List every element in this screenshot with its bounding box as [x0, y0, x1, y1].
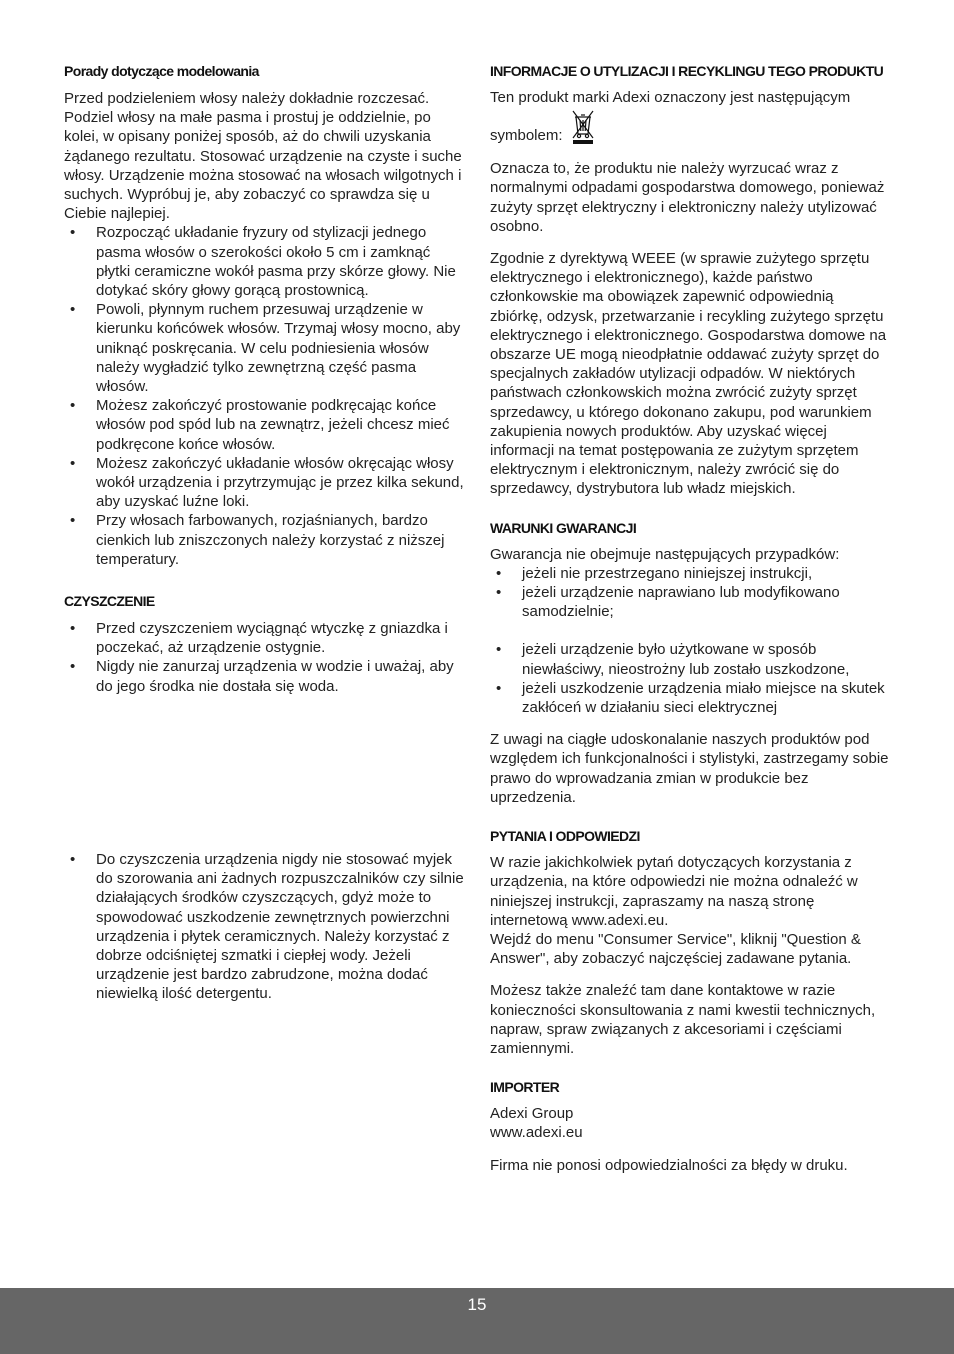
- list-item: • jeżeli urządzenie naprawiano lub modyfikowano samodzielnie;: [490, 583, 890, 621]
- disposal-symbol-line: Ten produkt marki Adexi oznaczony jest następującym: [490, 89, 851, 106]
- left-column: [64, 60, 468, 1004]
- disposal-paragraph: Zgodnie z dyrektywą WEEE (w sprawie zużytego sprzętu elektrycznego i elektronicznego), każde państwo członkowskie ma obowiązek zapewnić odpowiednią zbiórkę, odzysk, przetwarzanie i recykling zużytego sprzętu elektrycznego i elektronicznego. Gospodarstwa domowe na obszarze UE mogą nieodpłatnie oddawać zużyty sprzęt do specjalnych zakładów utylizacji odpadów. W niektórych państwach członkowskich można zwrócić zużyty sprzęt sprzedawcy, u którego dokonano zakupu, pod warunkiem zakupienia nowych produktów. Aby uzyskać więcej informacji na temat postępowania ze zużytym sprzętem elektrycznym i elektronicznym, należy zwrócić się do sprzedawcy, dystrybutora lub władz miejskich.: [490, 250, 887, 498]
- warranty-heading: WARUNKI GWARANCJI: [490, 519, 637, 536]
- importer-heading: IMPORTER: [490, 1079, 560, 1096]
- right-column: [490, 60, 890, 1175]
- list-item: • jeżeli nie przestrzegano niniejszej instrukcji,: [490, 564, 890, 583]
- disposal-heading: INFORMACJE O UTYLIZACJI I RECYKLINGU TEGO PRODUKTU: [490, 63, 884, 79]
- importer-company: Adexi Group: [490, 1105, 574, 1123]
- faq-paragraph: W razie jakichkolwiek pytań dotyczących korzystania z urządzenia, na które odpowiedzi nie można odnaleźć w niniejszej instrukcji, zapraszamy na naszą stronę internetową www.adexi.eu.: [490, 854, 858, 929]
- disposal-symbol-label-row: [490, 107, 890, 145]
- warranty-outro: Z uwagi na ciągłe udoskonalanie naszych produktów pod względem ich funkcjonalności i stylistyki, zastrzegamy sobie prawo do wprowadzania zmian w produkcie bez uprzedzenia.: [490, 731, 889, 806]
- styling-heading: Porady dotyczące modelowania: [64, 63, 259, 79]
- warranty-list: [490, 564, 890, 622]
- list-item: • Do czyszczenia urządzenia nigdy nie stosować myjek do szorowania ani żadnych rozpuszczalników czy silnie działających środków czyszczących, gdyż może to spowodować uszkodzenie zewnętrznych powierzchni urządzenia i płytek ceramicznych. Należy korzystać z dobrze odciśniętej szmatki i ciepłej wody. Jeżeli urządzenie jest bardzo zabrudzone, można dodać niewielką ilość detergentu.: [64, 850, 468, 1004]
- styling-intro: Przed podzieleniem włosy należy dokładnie rozczesać. Podziel włosy na małe pasma i prostuj je oddzielnie, po kolei, w opisany poniżej sposób, aż do chwili uzyskania żądanego rezultatu. Stosować urządzenie na czyste i suche włosy. Urządzenie można stosować na włosach wilgotnych i suchych. Wypróbuj je, aby zobaczyć co sprawdza się u Ciebie najlepiej.: [64, 90, 462, 223]
- faq-paragraph: Możesz także znaleźć tam dane kontaktowe w razie konieczności skonsultowania z nami kwestii technicznych, napraw, spraw związanych z akcesoriami i częściami zamiennymi.: [490, 982, 876, 1057]
- importer-disclaimer: Firma nie ponosi odpowiedzialności za błędy w druku.: [490, 1156, 848, 1174]
- faq-paragraph: Wejdź do menu "Consumer Service", kliknij "Question & Answer", aby zobaczyć najczęściej zadawane pytania.: [490, 930, 861, 968]
- cleaning-list: [64, 619, 468, 696]
- page-number: 15: [467, 1295, 487, 1314]
- list-item: • Przed czyszczeniem wyciągnąć wtyczkę z gniazdka i poczekać, aż urządzenie ostygnie.: [64, 619, 468, 657]
- list-item: • Rozpocząć układanie fryzury od stylizacji jednego pasma włosów o szerokości około 5 cm i zamknąć płytki ceramiczne wokół pasma przy skórze głowy. Nie dotykać skóry głowy gorącą prostownicą.: [64, 223, 468, 300]
- cleaning-heading: CZYSZCZENIE: [64, 593, 155, 610]
- faq-heading: PYTANIA I ODPOWIEDZI: [490, 828, 640, 845]
- styling-list: [64, 223, 468, 569]
- list-item: • Przy włosach farbowanych, rozjaśnianych, bardzo cienkich lub zniszczonych należy korzystać z niższej temperatury.: [64, 511, 468, 569]
- crossed-out-wheelie-bin-icon: [571, 107, 595, 145]
- list-item: • Nigdy nie zanurzaj urządzenia w wodzie i uważaj, aby do jego środka nie dostała się woda.: [64, 657, 468, 695]
- warranty-list-continued: [490, 640, 890, 717]
- disposal-symbol-label: symbolem:: [490, 127, 563, 144]
- list-item: • Możesz zakończyć układanie włosów okręcając włosy wokół urządzenia i przytrzymując je przez kilka sekund, aby uzyskać luźne loki.: [64, 454, 468, 512]
- list-item: • Możesz zakończyć prostowanie podkręcając końce włosów pod spód lub na zewnątrz, jeżeli chcesz mieć podkręcone końce włosów.: [64, 396, 468, 454]
- list-item: • jeżeli uszkodzenie urządzenia miało miejsce na skutek zakłóceń w działaniu sieci elektrycznej: [490, 679, 890, 717]
- list-item: • Powoli, płynnym ruchem przesuwaj urządzenie w kierunku końcówek włosów. Trzymaj włosy mocno, aby uniknąć poskręcania. W celu podniesienia włosów należy wygładzić tylko zewnętrzną część pasma włosów.: [64, 300, 468, 396]
- cleaning-list-continued: [64, 850, 468, 1004]
- disposal-paragraph: Oznacza to, że produktu nie należy wyrzucać wraz z normalnymi odpadami gospodarstwa domowego, ponieważ zużyty sprzęt elektryczny i elektroniczny należy utylizować osobno.: [490, 160, 885, 235]
- warranty-intro: Gwarancja nie obejmuje następujących przypadków:: [490, 545, 840, 563]
- page-footer: [0, 1288, 954, 1354]
- list-item: • jeżeli urządzenie było użytkowane w sposób niewłaściwy, nieostrożny lub zostało uszkodzone,: [490, 640, 890, 678]
- importer-website: www.adexi.eu: [490, 1124, 583, 1142]
